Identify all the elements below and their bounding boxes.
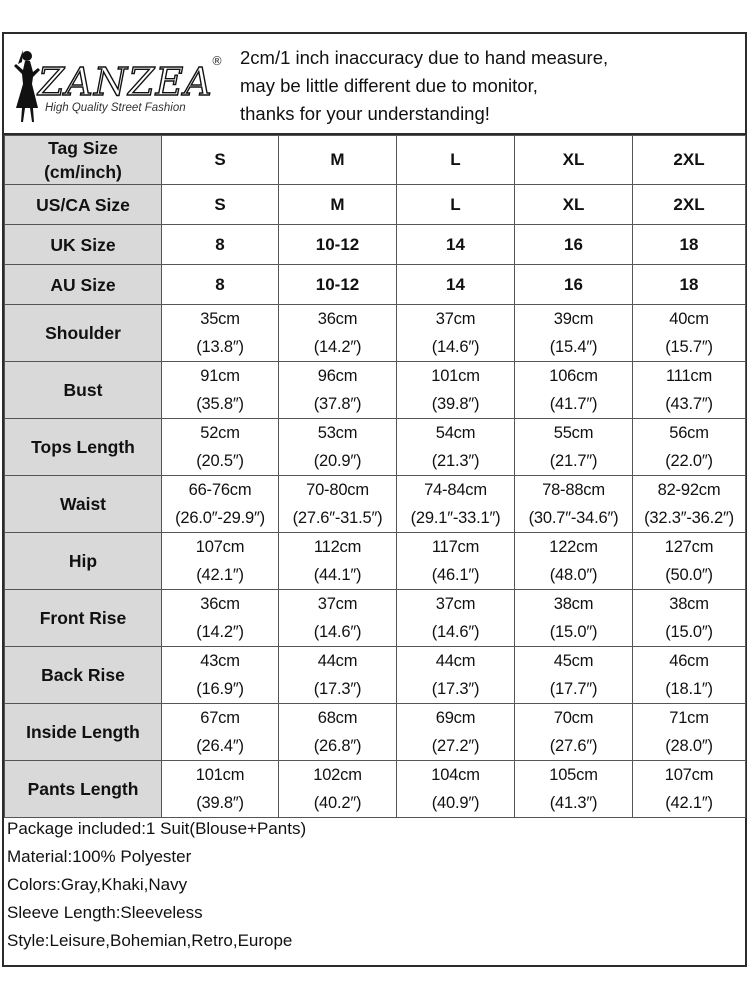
measure-cm: 44cm [435, 652, 476, 670]
measure-inch: (46.1″) [431, 566, 480, 584]
detail-line: Package included:1 Suit(Blouse+Pants) [7, 819, 307, 838]
table-row [5, 265, 746, 305]
measure-cell [279, 761, 397, 818]
measure-cell [397, 362, 515, 419]
measure-cell [279, 362, 397, 419]
table-row [5, 761, 746, 818]
measure-cell [633, 761, 746, 818]
measure-cm: 96cm [317, 367, 358, 385]
detail-line: Material:100% Polyester [7, 847, 192, 866]
measure-cm: 52cm [200, 424, 240, 442]
row-label-line: Tag Size [48, 138, 118, 158]
measure-inch: (50.0″) [665, 566, 713, 584]
measure-cell [633, 533, 746, 590]
measure-inch: (40.9″) [431, 794, 480, 812]
measure-inch: (27.6″-31.5″) [292, 509, 383, 527]
size-cell: 18 [633, 265, 746, 305]
measure-cell [515, 761, 633, 818]
measure-cell [515, 305, 633, 362]
size-header: 2XL [633, 136, 746, 185]
measure-inch: (17.3″) [431, 680, 480, 698]
measure-cell [162, 590, 279, 647]
size-cell: L [397, 185, 515, 225]
measure-inch: (43.7″) [665, 395, 713, 413]
measure-cm: 74-84cm [424, 481, 487, 499]
measure-cell [633, 362, 746, 419]
measure-cell [397, 647, 515, 704]
measure-cm: 70-80cm [306, 481, 369, 499]
detail-line: Colors:Gray,Khaki,Navy [7, 875, 188, 894]
measure-cell [515, 704, 633, 761]
measure-cm: 36cm [317, 310, 358, 328]
row-label: UK Size [5, 225, 162, 265]
note-line: thanks for your understanding! [240, 103, 490, 124]
measure-cell [633, 305, 746, 362]
size-cell: 8 [162, 265, 279, 305]
size-table [4, 135, 746, 818]
measure-cm: 78-88cm [542, 481, 605, 499]
measure-cell [515, 647, 633, 704]
measure-cell [515, 476, 633, 533]
measure-inch: (17.7″) [549, 680, 598, 698]
measure-inch: (17.3″) [313, 680, 362, 698]
table-row [5, 136, 746, 185]
row-label: Back Rise [5, 647, 162, 704]
measure-inch: (29.1″-33.1″) [410, 509, 501, 527]
size-cell: 8 [162, 225, 279, 265]
note-line: 2cm/1 inch inaccuracy due to hand measure, [240, 47, 609, 68]
measure-inch: (27.6″) [549, 737, 598, 755]
measure-cell [515, 590, 633, 647]
measure-cm: 38cm [669, 595, 709, 613]
measure-inch: (14.2″) [196, 623, 244, 641]
measurement-note [240, 44, 608, 128]
measure-inch: (20.9″) [313, 452, 362, 470]
measure-cell [633, 419, 746, 476]
measure-cell [162, 761, 279, 818]
measure-cell [162, 419, 279, 476]
row-label: Front Rise [5, 590, 162, 647]
registered-mark: ® [211, 54, 223, 68]
brand-logo [8, 46, 233, 126]
measure-inch: (14.2″) [313, 338, 362, 356]
measure-inch: (26.4″) [196, 737, 244, 755]
measure-inch: (39.8″) [196, 794, 244, 812]
size-cell: M [279, 185, 397, 225]
size-cell: 16 [515, 265, 633, 305]
measure-inch: (22.0″) [665, 452, 713, 470]
measure-cell [397, 704, 515, 761]
measure-cell [162, 704, 279, 761]
measure-cell [397, 305, 515, 362]
row-label: Bust [5, 362, 162, 419]
measure-inch: (27.2″) [431, 737, 480, 755]
measure-cm: 91cm [200, 367, 240, 385]
measure-cell [279, 305, 397, 362]
measure-cm: 127cm [664, 538, 714, 556]
measure-cm: 55cm [553, 424, 594, 442]
measure-cell [515, 533, 633, 590]
measure-cell [397, 476, 515, 533]
row-label: Pants Length [5, 761, 162, 818]
measure-cell [397, 419, 515, 476]
measure-cm: 43cm [200, 652, 240, 670]
measure-inch: (37.8″) [313, 395, 362, 413]
size-header: XL [515, 136, 633, 185]
table-row [5, 225, 746, 265]
measure-inch: (40.2″) [313, 794, 362, 812]
size-cell: XL [515, 185, 633, 225]
measure-inch: (48.0″) [549, 566, 598, 584]
measure-cell [162, 362, 279, 419]
measure-cm: 71cm [669, 709, 709, 727]
size-cell: S [162, 185, 279, 225]
measure-inch: (44.1″) [313, 566, 362, 584]
measure-cell [515, 419, 633, 476]
measure-inch: (15.0″) [549, 623, 598, 641]
note-line: may be little different due to monitor, [240, 75, 538, 96]
measure-cm: 37cm [317, 595, 358, 613]
measure-cm: 107cm [664, 766, 714, 784]
measure-cell [279, 647, 397, 704]
measure-cell [633, 590, 746, 647]
row-label: Hip [5, 533, 162, 590]
measure-cm: 44cm [317, 652, 358, 670]
measure-inch: (42.1″) [665, 794, 713, 812]
measure-inch: (21.7″) [549, 452, 598, 470]
table-row [5, 476, 746, 533]
measure-cm: 45cm [553, 652, 594, 670]
measure-cm: 66-76cm [188, 481, 252, 499]
measure-inch: (28.0″) [665, 737, 713, 755]
size-header: S [162, 136, 279, 185]
size-cell: 14 [397, 265, 515, 305]
measure-cm: 36cm [200, 595, 240, 613]
table-row [5, 185, 746, 225]
row-label: US/CA Size [5, 185, 162, 225]
header [4, 34, 745, 135]
table-row [5, 362, 746, 419]
detail-line: Sleeve Length:Sleeveless [7, 903, 203, 922]
measure-cell [279, 704, 397, 761]
measure-cm: 101cm [195, 766, 245, 784]
measure-cell [633, 647, 746, 704]
size-table-body [5, 136, 746, 818]
measure-inch: (15.7″) [665, 338, 713, 356]
measure-inch: (14.6″) [431, 623, 480, 641]
row-label-line: (cm/inch) [44, 162, 122, 182]
measure-inch: (30.7″-34.6″) [528, 509, 619, 527]
size-cell: 10-12 [279, 225, 397, 265]
table-row [5, 533, 746, 590]
measure-inch: (41.7″) [549, 395, 598, 413]
row-label [5, 136, 162, 185]
measure-cm: 37cm [435, 310, 476, 328]
product-details [4, 815, 748, 955]
measure-cm: 122cm [549, 538, 598, 556]
measure-cm: 37cm [435, 595, 476, 613]
measure-cell [279, 419, 397, 476]
measure-inch: (35.8″) [196, 395, 244, 413]
detail-line: Style:Leisure,Bohemian,Retro,Europe [7, 931, 293, 950]
measure-cell [397, 761, 515, 818]
size-header: L [397, 136, 515, 185]
measure-cell [162, 476, 279, 533]
size-cell: 18 [633, 225, 746, 265]
measure-cell [162, 533, 279, 590]
measure-cm: 111cm [665, 367, 713, 385]
measure-inch: (13.8″) [196, 338, 244, 356]
measure-cm: 69cm [435, 709, 476, 727]
measure-inch: (14.6″) [313, 623, 362, 641]
measure-inch: (18.1″) [665, 680, 713, 698]
measure-cm: 35cm [200, 310, 240, 328]
size-header: M [279, 136, 397, 185]
table-row [5, 419, 746, 476]
table-row [5, 305, 746, 362]
measure-cm: 101cm [431, 367, 480, 385]
measure-inch: (20.5″) [196, 452, 244, 470]
table-row [5, 647, 746, 704]
measure-cell [515, 362, 633, 419]
measure-cell [162, 647, 279, 704]
measure-inch: (26.0″-29.9″) [175, 509, 265, 527]
measure-cell [279, 533, 397, 590]
measure-cell [633, 704, 746, 761]
measure-cm: 68cm [317, 709, 358, 727]
measure-cm: 104cm [431, 766, 480, 784]
measure-inch: (14.6″) [431, 338, 480, 356]
measure-cm: 54cm [435, 424, 476, 442]
row-label: Waist [5, 476, 162, 533]
measure-inch: (32.3″-36.2″) [644, 509, 734, 527]
measure-inch: (21.3″) [431, 452, 480, 470]
measure-inch: (41.3″) [549, 794, 598, 812]
size-cell: 10-12 [279, 265, 397, 305]
measure-cell [279, 476, 397, 533]
measure-cell [397, 590, 515, 647]
measure-cell [279, 590, 397, 647]
row-label: Inside Length [5, 704, 162, 761]
measure-inch: (39.8″) [431, 395, 480, 413]
measure-cell [633, 476, 746, 533]
measure-inch: (15.0″) [665, 623, 713, 641]
measure-cm: 40cm [669, 310, 709, 328]
measure-cm: 46cm [669, 652, 709, 670]
size-cell: 14 [397, 225, 515, 265]
table-row [5, 590, 746, 647]
measure-cell [162, 305, 279, 362]
measure-cm: 53cm [317, 424, 358, 442]
row-label: Tops Length [5, 419, 162, 476]
measure-cm: 67cm [200, 709, 240, 727]
brand-tagline: High Quality Street Fashion [45, 102, 186, 114]
table-row [5, 704, 746, 761]
row-label: Shoulder [5, 305, 162, 362]
row-label: AU Size [5, 265, 162, 305]
measure-inch: (42.1″) [196, 566, 244, 584]
size-cell: 16 [515, 225, 633, 265]
measure-cm: 106cm [549, 367, 598, 385]
measure-cm: 107cm [195, 538, 245, 556]
measure-cm: 117cm [431, 538, 480, 556]
measure-inch: (26.8″) [313, 737, 362, 755]
measure-cm: 112cm [313, 538, 362, 556]
brand-name: ZANZEA [38, 60, 213, 104]
measure-cm: 56cm [669, 424, 709, 442]
measure-cm: 105cm [549, 766, 598, 784]
measure-cm: 102cm [313, 766, 362, 784]
measure-cm: 70cm [553, 709, 594, 727]
size-cell: 2XL [633, 185, 746, 225]
measure-cm: 39cm [553, 310, 594, 328]
measure-inch: (16.9″) [196, 680, 244, 698]
measure-cm: 38cm [553, 595, 594, 613]
measure-cm: 82-92cm [657, 481, 721, 499]
measure-inch: (15.4″) [549, 338, 598, 356]
size-chart-frame [2, 32, 747, 967]
measure-cell [397, 533, 515, 590]
